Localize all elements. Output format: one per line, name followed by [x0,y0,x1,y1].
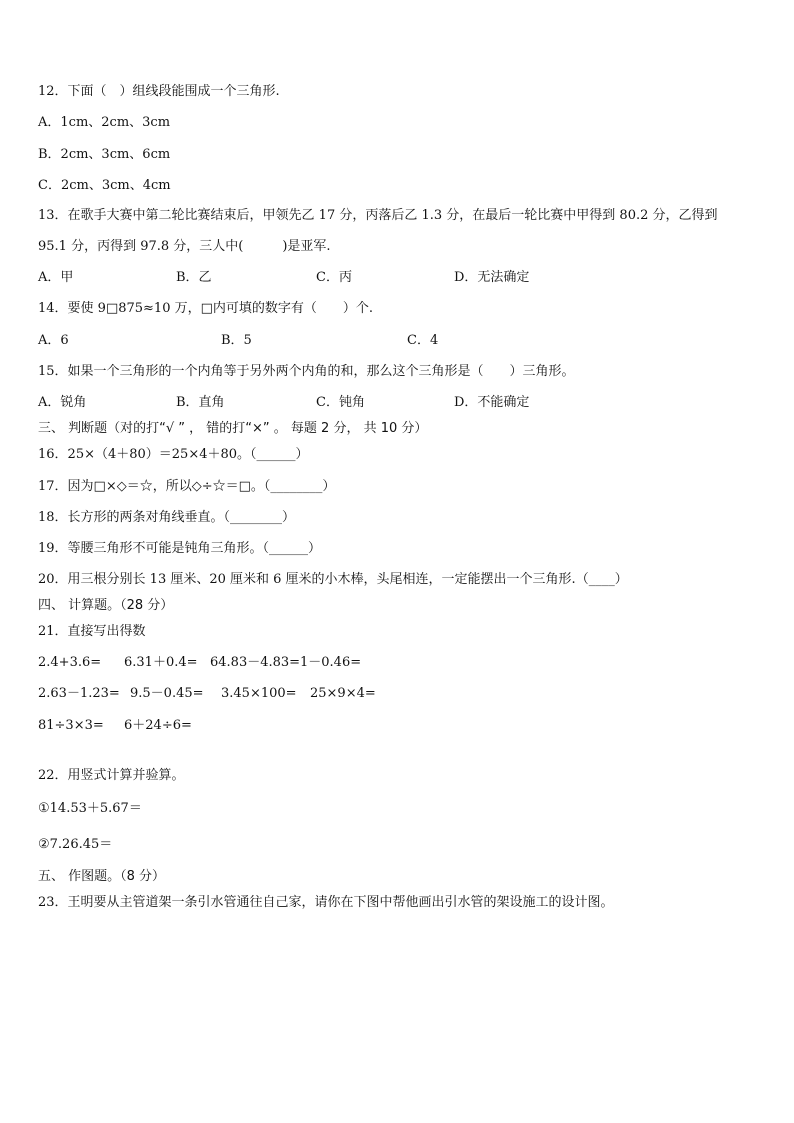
question-14-option-c: C．4 [407,333,439,348]
question-21-stem: 21．直接写出得数 [38,624,146,639]
question-13-option-b: B．乙 [176,270,212,285]
question-23: 23．王明要从主管道架一条引水管通往自己家，请你在下图中帮他画出引水管的架设施工的设计图。 [38,895,614,910]
question-12-option-c: C．2cm、3cm、4cm [38,178,171,193]
question-20: 20．用三根分别长 13 厘米、20 厘米和 6 厘米的小木棒，头尾相连，一定能摆出一个三角形.（____） [38,572,628,587]
question-15-option-c: C．钝角 [316,395,365,410]
question-13-option-d: D．无法确定 [454,270,530,285]
calc-item: 2.63－1.23= [38,686,120,701]
question-17: 17．因为□×◇＝☆，所以◇÷☆＝□。（________） [38,479,336,494]
calc-item: 6＋24÷6= [124,718,192,733]
question-12-stem: 12．下面（ ）组线段能围成一个三角形. [38,84,280,99]
question-13-options [38,270,529,286]
section-4-heading: 四、 计算题。（28 分） [38,598,174,613]
question-15-option-a: A．锐角 [38,395,87,410]
question-13-option-a: A．甲 [38,270,74,285]
calc-item: 3.45×100= [221,686,297,701]
question-12-option-b: B．2cm、3cm、6cm [38,147,171,162]
calc-item: 1－0.46= [300,655,362,670]
question-22-item-2: ②7.26.45＝ [38,837,113,852]
calc-row-2 [38,686,376,702]
section-5-heading: 五、 作图题。（8 分） [38,869,166,884]
question-22-item-1: ①14.53＋5.67＝ [38,801,142,816]
question-12-option-a: A．1cm、2cm、3cm [38,115,171,130]
question-18: 18．长方形的两条对角线垂直。（________） [38,510,296,525]
calc-item: 6.31＋0.4= [124,655,198,670]
calc-item: 2.4+3.6= [38,655,102,670]
section-3-heading: 三、 判断题（对的打“√ ” ， 错的打“×” 。 每题 2 分， 共 10 分） [38,421,428,436]
question-15-stem: 15．如果一个三角形的一个内角等于另外两个内角的和，那么这个三角形是（ ）三角形。 [38,364,575,379]
question-15-option-d: D．不能确定 [454,395,530,410]
question-15-option-b: B．直角 [176,395,225,410]
question-15-options [38,395,529,411]
calc-row-1 [38,655,361,671]
question-14-option-a: A．6 [38,333,69,348]
question-13-option-c: C．丙 [316,270,352,285]
question-13-stem-line2: 95.1 分，丙得到 97.8 分，三人中( )是亚军. [38,239,331,254]
calc-item: 64.83－4.83= [210,655,301,670]
question-13-stem-line1: 13．在歌手大赛中第二轮比赛结束后，甲领先乙 17 分，丙落后乙 1.3 分，在最后一轮比赛中甲得到 80.2 分，乙得到 [38,208,718,223]
calc-item: 9.5－0.45= [130,686,204,701]
question-14-stem: 14．要使 9□875≈10 万，□内可填的数字有（ ）个. [38,301,374,316]
question-14-option-b: B．5 [221,333,252,348]
calc-item: 25×9×4= [310,686,376,701]
question-16: 16．25×（4＋80）＝25×4＋80。（______） [38,447,309,462]
question-14-options [38,333,438,349]
calc-item: 81÷3×3= [38,718,104,733]
question-19: 19．等腰三角形不可能是钝角三角形。（______） [38,541,322,556]
question-22-stem: 22．用竖式计算并验算。 [38,768,185,783]
calc-row-3 [38,718,192,734]
